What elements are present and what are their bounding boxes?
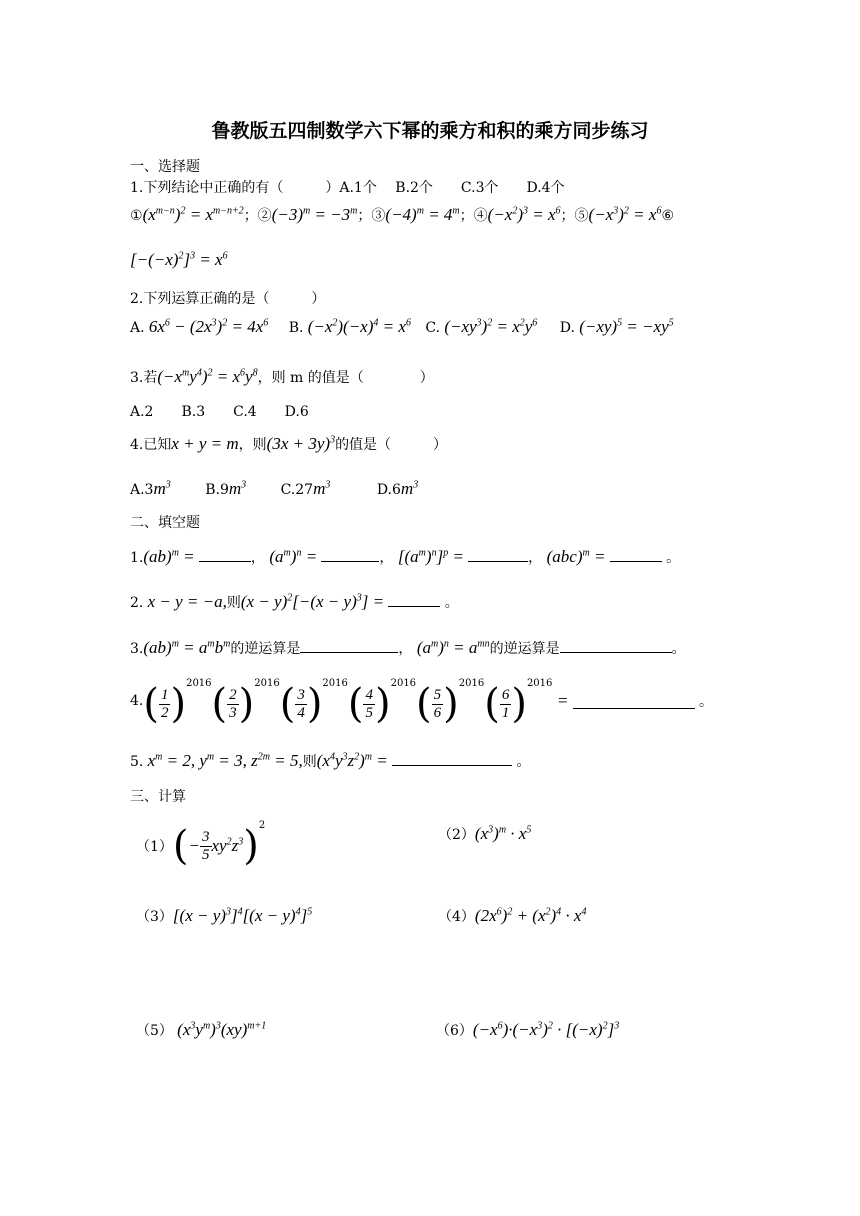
circle-2: ；② [243, 208, 272, 224]
question-1-formula-6: $[-(-x)^2]^3 = x^6$ [130, 250, 228, 269]
calc-1: （1）(− $\frac{3}{5}$ $xy^2z^3)^2$ [136, 820, 266, 869]
fill-4-blank[interactable] [573, 694, 695, 709]
question-1-formulas: $①(x^{m-n})^2 = x^{m-n+2}$；$②(-3)^m = -3^m$；$③(-4)^m = 4^m$；$④(-x^2)^3 = x^6$；$⑤(-x^3)^2$ = $x^6⑥$ [130, 205, 674, 224]
section-choice: 一、选择题 [130, 159, 200, 175]
fill-1-blank-b[interactable] [321, 547, 379, 562]
fill-5: 5. $x^m = 2$, $y^m = 3$, $z^{2m} = 5$,则$(x^4y^3z^2)^m$ = 。 [130, 751, 531, 770]
page-title: 鲁教版五四制数学六下幂的乘方和积的乘方同步练习 [211, 120, 649, 142]
question-1-stem: 1.下列结论中正确的有（ ）A.1个 B.2个 C.3个 D.4个 [130, 180, 565, 196]
section-fill: 二、填空题 [130, 515, 200, 531]
question-4-options: $A.3m^3$ $B.9m^3$ $C.27m^3$ $D.6m^3$ [130, 479, 419, 498]
circle-3: ；③ [357, 208, 386, 224]
fraction-term: ( $\frac{5}{6}$ )$^{2016}$ [416, 678, 485, 727]
fraction-term: ( $\frac{1}{2}$ )$^{2016}$ [143, 678, 212, 727]
fill-3-blank-b[interactable] [560, 638, 672, 653]
circle-6: ⑥ [661, 208, 674, 224]
fill-3-blank-a[interactable] [300, 638, 398, 653]
fill-1-blank-a[interactable] [199, 547, 251, 562]
fill-5-blank[interactable] [392, 751, 512, 766]
question-2-options: A. $6x^6 - (2x^3)^2 = 4x^6$ B. $(-x^2)(-x)^4 = x^6$ C. $(-xy^3)^2 = x^2y^6$ D. $(-xy)^5 = -xy^5$ [130, 317, 674, 336]
question-3-options: A.2 B.3 C.4 D.6 [130, 404, 309, 420]
calc-2: $(2)(x^3)^m \cdot x^5$ [438, 824, 532, 843]
calc-5: （5） $(x^3y^m)^3(xy)^{m+1}$ [136, 1020, 267, 1039]
question-2-stem: 2.下列运算正确的是（ ） [130, 291, 326, 307]
fraction-term: ( $\frac{3}{4}$ )$^{2016}$ [279, 678, 348, 727]
fill-2-blank[interactable] [388, 592, 440, 607]
question-3-stem: 3.若$(-x^my^4)^2 = x^6y^8$，则 m 的值是（ ） [130, 367, 434, 386]
fill-3: $3.(ab)^m = a^mb^m$的逆运算是 ， $(a^m)^n = a^{mn}$的逆运算是 。 [130, 638, 686, 657]
circle-1: ① [130, 208, 143, 224]
circle-4: ；④ [459, 208, 488, 224]
question-4-stem: 4.已知x + y = m，则$(3x + 3y)^3$的值是（ ） [130, 434, 448, 453]
fill-1-blank-d[interactable] [610, 547, 662, 562]
calc-4: $(4)(2x^6)^2 + (x^2)^4 \cdot x^4$ [438, 906, 587, 925]
calc-6: $(6)(-x^6)\cdot(-x^3)^2 \cdot [(-x)^2]^3$ [436, 1020, 620, 1039]
section-calc: 三、计算 [130, 789, 186, 805]
fill-4: 4.( $\frac{1}{2}$ )$^{2016}$( $\frac{2}{3}$ )$^{2016}$( $\frac{3}{4}$ )$^{2016}$( $\frac{4}{5}$ )$^{2016}$( $\frac{5}{6}$ )$^{2016}$( $\frac{6}{1}$ )$^{2016}$ = 。 [130, 678, 714, 727]
fraction-term: ( $\frac{4}{5}$ )$^{2016}$ [347, 678, 417, 727]
circle-5: ；⑤ [560, 208, 589, 224]
fill-1-blank-c[interactable] [468, 547, 528, 562]
fill-1: 1.(ab)$^m$ = ， $(a^m)^n$ = ， $[(a^m)^n]^p$ = ， (abc)$^m$ = 。 [130, 547, 681, 566]
fraction-term: ( $\frac{6}{1}$ )$^{2016}$ [484, 678, 553, 727]
fraction-term: ( $\frac{2}{3}$ )$^{2016}$ [211, 678, 280, 727]
calc-3: $(3)[(x - y)^3]^4[(x - y)^4]^5$ [136, 906, 313, 925]
fill-2: 2. x − y = −a,则$(x - y)^2[-(x - y)^3]$ = 。 [130, 592, 459, 611]
